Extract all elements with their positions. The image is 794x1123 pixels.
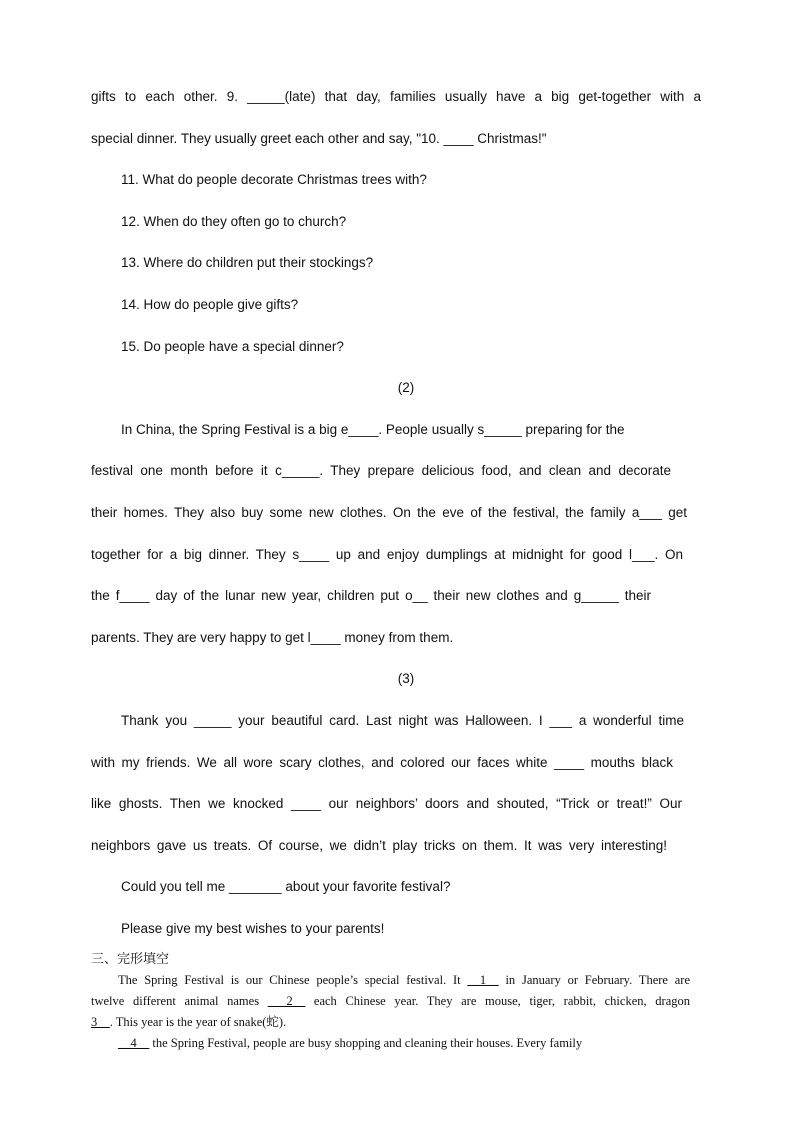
passage2-line-1: In China, the Spring Festival is a big e____. People usually s_____ preparing for the xyxy=(121,422,625,437)
cloze-text: in January or February. There are xyxy=(498,973,690,987)
passage3-line-4: neighbors gave us treats. Of course, we didn’t play tricks on them. It was very interesting! xyxy=(91,838,667,853)
question-12: 12. When do they often go to church? xyxy=(121,214,347,229)
cloze-line-1 xyxy=(118,972,690,988)
cloze-blank-4: __4__ xyxy=(118,1036,150,1050)
cloze-text: the Spring Festival, people are busy shopping and cleaning their houses. Every family xyxy=(149,1036,583,1050)
section-heading: 三、完形填空 xyxy=(91,952,170,967)
passage1-line-2: special dinner. They usually greet each other and say, "10. ____ Christmas!" xyxy=(91,131,547,146)
cloze-line-4 xyxy=(118,1035,717,1051)
question-14: 14. How do people give gifts? xyxy=(121,297,299,312)
passage3-line-6: Please give my best wishes to your parents! xyxy=(121,921,385,936)
passage2-line-6: parents. They are very happy to get l____ money from them. xyxy=(91,630,454,645)
passage3-line-2: with my friends. We all wore scary clothes, and colored our faces white ____ mouths black xyxy=(91,755,673,770)
cloze-text: . This year is the year of snake(蛇). xyxy=(109,1015,287,1029)
cloze-blank-3: 3__ xyxy=(91,1015,110,1029)
question-15: 15. Do people have a special dinner? xyxy=(121,339,344,354)
passage2-number: (2) xyxy=(397,380,415,395)
passage2-line-4: together for a big dinner. They s____ up and enjoy dumplings at midnight for good l___. On xyxy=(91,547,683,562)
cloze-line-3 xyxy=(91,1014,690,1030)
passage3-line-1: Thank you _____ your beautiful card. Last night was Halloween. I ___ a wonderful time xyxy=(121,713,684,728)
cloze-blank-2: ___2__ xyxy=(267,994,306,1008)
passage1-line-1: gifts to each other. 9. _____(late) that day, families usually have a big get-together with a xyxy=(91,89,701,104)
cloze-text: each Chinese year. They are mouse, tiger, rabbit, chicken, dragon xyxy=(305,994,690,1008)
passage3-line-5: Could you tell me _______ about your favorite festival? xyxy=(121,879,451,894)
cloze-text: The Spring Festival is our Chinese people’s special festival. It xyxy=(118,973,468,987)
question-13: 13. Where do children put their stockings? xyxy=(121,255,374,270)
passage2-line-2: festival one month before it c_____. They prepare delicious food, and clean and decorate xyxy=(91,463,671,478)
passage3-number: (3) xyxy=(397,671,415,686)
passage2-line-5: the f____ day of the lunar new year, children put o__ their new clothes and g_____ their xyxy=(91,588,651,603)
passage3-line-3: like ghosts. Then we knocked ____ our neighbors’ doors and shouted, “Trick or treat!” Our xyxy=(91,796,682,811)
cloze-line-2 xyxy=(91,993,690,1009)
passage2-line-3: their homes. They also buy some new clothes. On the eve of the festival, the family a___ get xyxy=(91,505,687,520)
cloze-text: twelve different animal names xyxy=(91,994,268,1008)
cloze-blank-1: __1__ xyxy=(467,973,499,987)
question-11: 11. What do people decorate Christmas trees with? xyxy=(121,172,427,187)
